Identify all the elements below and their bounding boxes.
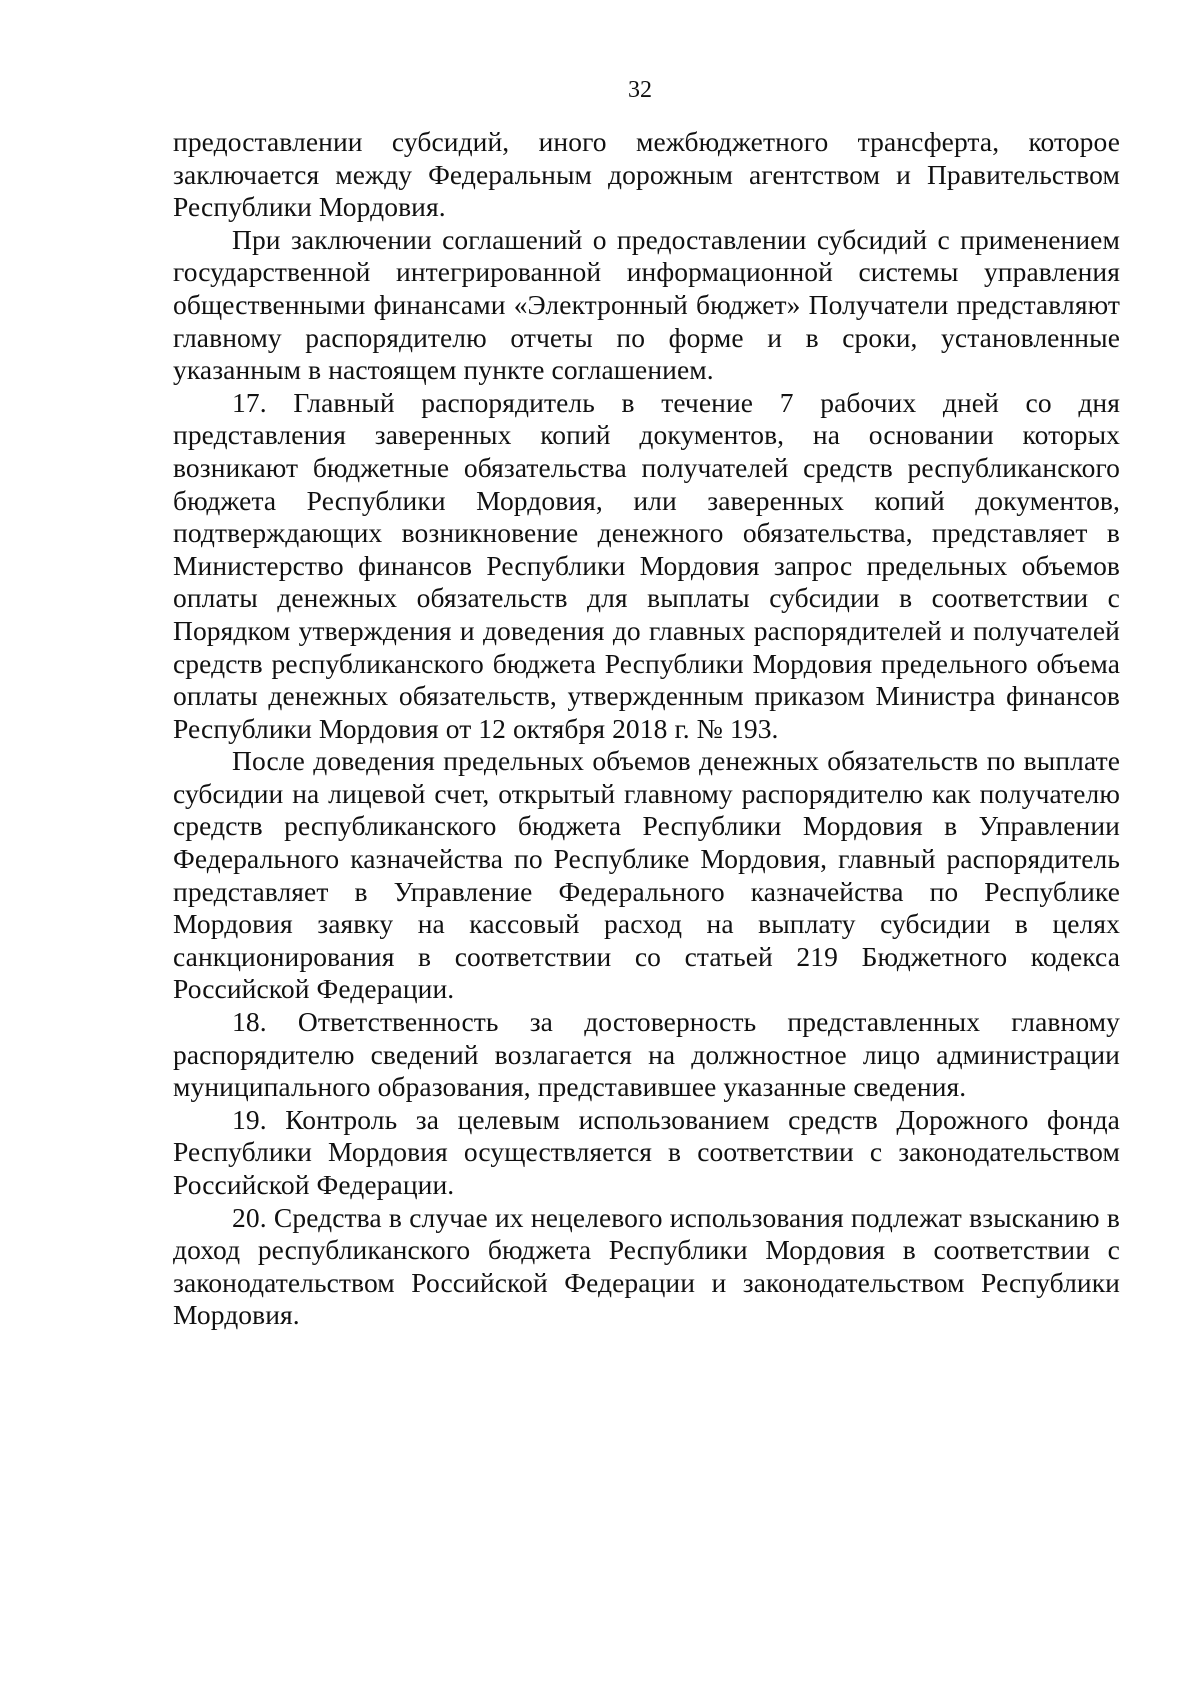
paragraph-continuation: предоставлении субсидий, иного межбюджетного трансферта, которое заключается между Федеральным дорожным агентством и Правительством Республики Мордовия. [173,126,1120,223]
page-number: 32 [628,77,652,103]
document-body [173,126,1120,1332]
paragraph-18: 18. Ответственность за достоверность представленных главному распорядителю сведений возлагается на должностное лицо администрации муниципального образования, представившее указанные сведения. [173,1006,1120,1103]
paragraph-19: 19. Контроль за целевым использованием средств Дорожного фонда Республики Мордовия осуществляется в соответствии с законодательством Российской Федерации. [173,1103,1120,1200]
paragraph-payment-limits: После доведения предельных объемов денежных обязательств по выплате субсидии на лицевой счет, открытый главному распорядителю как получателю средств республиканского бюджета Республики Мордовия в Управлении Федерального казначейства по Республике Мордовия, главный распорядитель представляет в Управление Федерального казначейства по Республике Мордовия заявку на кассовый расход на выплату субсидии в целях санкционирования в соответствии со статьей 219 Бюджетного кодекса Российской Федерации. [173,745,1120,1005]
paragraph-17: 17. Главный распорядитель в течение 7 рабочих дней со дня представления заверенных копий документов, на основании которых возникают бюджетные обязательства получателей средств республиканского бюджета Республики Мордовия, или заверенных копий документов, подтверждающих возникновение денежного обязательства, представляет в Министерство финансов Республики Мордовия запрос предельных объемов оплаты денежных обязательств для выплаты субсидии в соответствии с Порядком утверждения и доведения до главных распорядителей и получателей средств республиканского бюджета Республики Мордовия предельного объема оплаты денежных обязательств, утвержденным приказом Министра финансов Республики Мордовия от 12 октября 2018 г. № 193. [173,386,1120,744]
paragraph-electronic-budget: При заключении соглашений о предоставлении субсидий с применением государственной интегрированной информационной системы управления общественными финансами «Электронный бюджет» Получатели представляют главному распорядителю отчеты по форме и в сроки, установленные указанным в настоящем пункте соглашением. [173,223,1120,386]
paragraph-20: 20. Средства в случае их нецелевого использования подлежат взысканию в доход республиканского бюджета Республики Мордовия в соответствии с законодательством Российской Федерации и законодательством Республики Мордовия. [173,1201,1120,1331]
